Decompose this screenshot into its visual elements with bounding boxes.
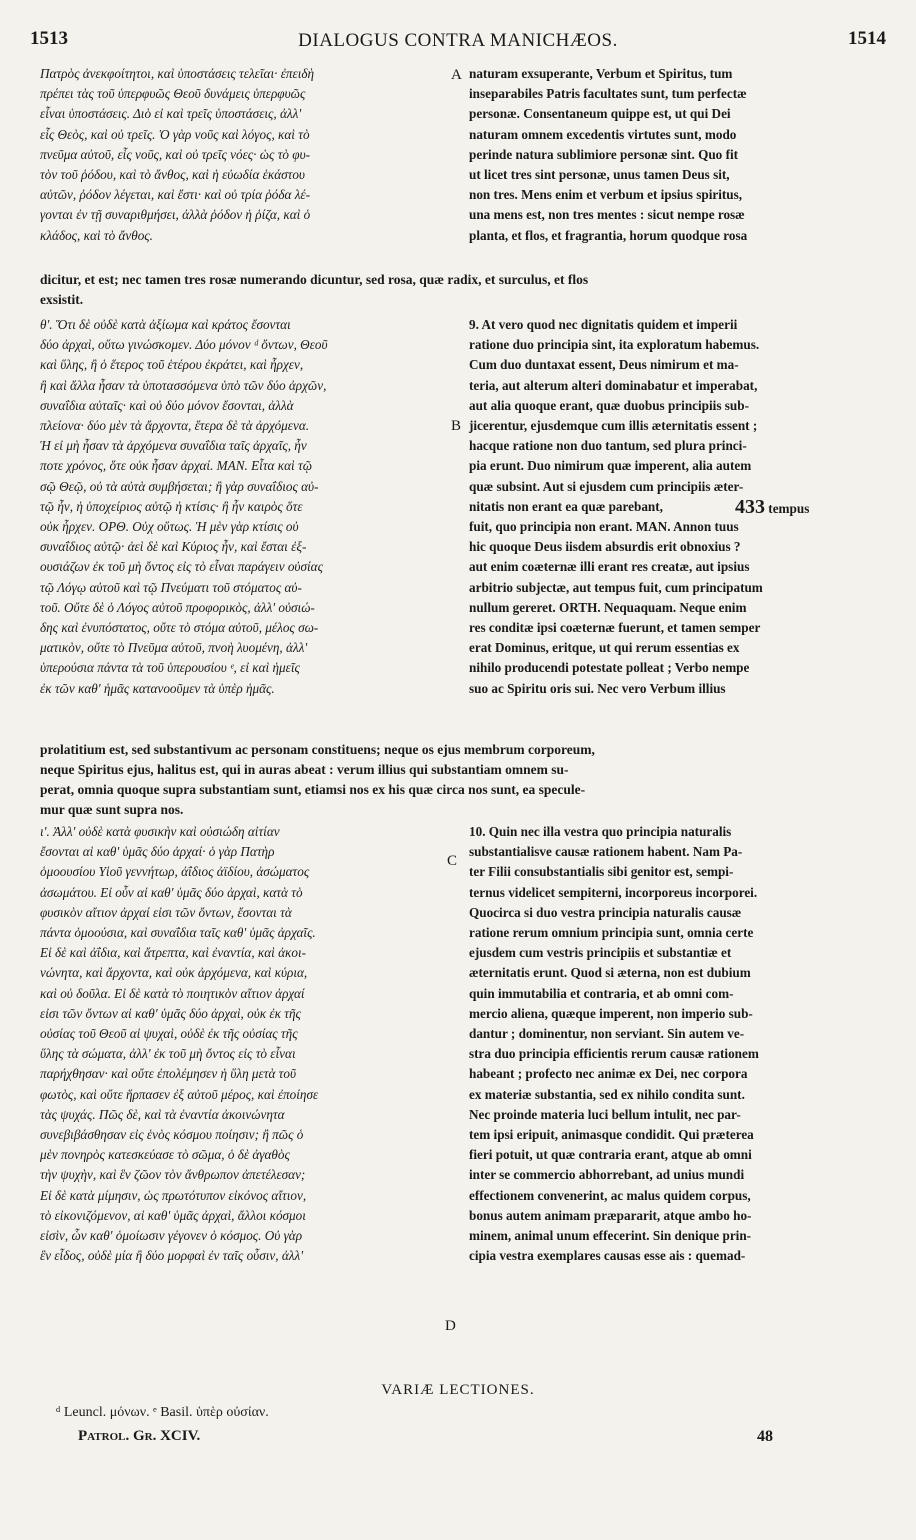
margin-letter-a: A xyxy=(451,67,462,83)
fullwidth-latin-2: prolatitium est, sed substantivum ac personam constituens; neque os ejus membrum corporeum, neque Spiritus ejus, halitus est, qui in auras abeat : verum illius qui substantiam omnem su- perat, omnia quoque supra substantiam sunt, etiamsi nos ex his quæ circa nos sunt, ea specule- mur quæ sunt supra nos. xyxy=(40,742,595,817)
patrologia-signature: Patrol. Gr. XCIV. xyxy=(78,1428,201,1444)
latin-column-block-3: 10. Quin nec illa vestra quo principia naturalis substantialisve causæ rationem habent. Nam Pa- ter Filii consubstantialis sibi genitor est, sempi- ternus videlicet sempiterni, incorporeus incorporei. Quocirca si duo vestra principia naturalis causæ ratione rerum omnium principia sunt, omnia certe ejusdem cum vestris principiis et substantiæ et æternitatis erunt. Quod si æterna, non est dubium quin immutabilia et contraria, et ab omni com- mercio aliena, quæque imperent, non imperio sub- dantur ; dominentur, non serviant. Sin autem ve- stra duo principia efficientis rerum causæ rationem habeant ; profecto nec animæ ex Dei, nec corpora ex materiæ substantia, sed ex nihilo condita sunt. Nec proinde materia luci bellum intulit, nec par- tem ipsi eripuit, animasque condidit. Qui præterea fieri potuit, ut quæ contraria erant, atque ab omni inter se commercio abhorrebant, ad unius mundi effectionem convenerint, ac malus quidem corpus, bonus autem animam præpararit, atque ambo ho- minem, animal unum effecerint. Sin denique prin- cipia vestra exemplares causas esse ais : quemad- xyxy=(469,824,759,1264)
variae-lectiones-notes: ᵈ Leuncl. μόνων. ᵉ Basil. ὑπὲρ οὐσίαν. xyxy=(56,1405,269,1420)
page-number-right: 1514 xyxy=(848,28,886,49)
latin-column-block-1: naturam exsuperante, Verbum et Spiritus, tum inseparabiles Patris facultates sunt, tum perfectæ personæ. Consentaneum quippe est, ut qui Dei naturam omnem excedentis virtutes sunt, modo perinde natura sublimiore personæ sint. Quo fit ut licet tres sint personæ, unus tamen Deus sit, non tres. Mens enim et verbum et ipsius spiritus, una mens est, non tres mentes : sicut nempe rosæ planta, et flos, et fragrantia, horum quodque rosa xyxy=(469,66,748,243)
variae-lectiones-title: VARIÆ LECTIONES. xyxy=(381,1382,535,1398)
latin-column-block-2a: 9. At vero quod nec dignitatis quidem et imperii ratione duo principia sint, ita exploratum habemus. Cum duo duntaxat essent, Deus nimirum et ma- teria, aut alterum alteri dominabatur et imperabat, aut alia quoque erant, quæ duobus principiis sub- jicerentur, ejusdemque cum illis æternitatis essent ; hacque ratione non duo tantum, sed plura princi- pia erunt. Duo nimirum quæ imperent, alia autem quæ subsint. Aut si ejusdem cum principiis æter- nitatis non erant ea quæ parebant, xyxy=(469,317,760,514)
running-header xyxy=(30,28,886,62)
greek-column-block-1: Πατρὸς ἀνεκφοίτητοι, καὶ ὑποστάσεις τελεῖαι· ἐπειδὴ πρέπει τὰς τοῦ ὑπερφυῶς Θεοῦ δυνάμεις ὑπερφυῶς εἶναι ὑποστάσεις. Διὸ εἰ καὶ τρεῖς ὑποστάσεις, ἀλλ' εἷς Θεὸς, καὶ οὐ τρεῖς. Ὁ γὰρ νοῦς καὶ λόγος, καὶ τὸ πνεῦμα αὐτοῦ, εἷς νοῦς, καὶ οὐ τρεῖς νόες· ὡς τὸ φυ- τὸν τοῦ ῥόδου, καὶ τὸ ἄνθος, καὶ ἡ εὐωδία ἑκάστου αὐτῶν, ῥόδον λέγεται, καὶ ἔστι· καὶ οὐ τρία ῥόδα λέ- γονται ἐν τῇ συναριθμήσει, ἀλλὰ ῥόδον ἡ ῥίζα, καὶ ὁ κλάδος, καὶ τὸ ἄνθος. xyxy=(40,66,315,243)
margin-letter-c: C xyxy=(447,853,458,869)
column-number-line xyxy=(735,496,809,519)
gathering-signature: 48 xyxy=(757,1428,773,1445)
margin-letter-d: D xyxy=(445,1318,456,1334)
column-number: 433 xyxy=(735,496,765,518)
fullwidth-latin-1: dicitur, et est; nec tamen tres rosæ numerando dicuntur, sed rosa, quæ radix, et surculus, et flos exsistit. xyxy=(40,272,589,307)
latin-column-block-2b: fuit, quo principia non erant. MAN. Annon tuus hic quoque Deus iisdem absurdis erit obnoxius ? aut enim coæternæ illi erant res creatæ, aut ipsius arbitrio subjectæ, aut tempus fuit, cum principatum nullum gereret. ORTH. Nequaquam. Neque enim res conditæ ipsi coæternæ fuerunt, et tamen semper erat Dominus, eritque, ut qui rerum essentias ex nihilo producendi potestate polleat ; Verbo nempe suo ac Spiritu oris sui. Nec vero Verbum illius xyxy=(469,519,763,696)
page-number-left: 1513 xyxy=(30,28,68,49)
greek-column-block-2: θ'. Ὅτι δὲ οὐδὲ κατὰ ἀξίωμα καὶ κράτος ἔσονται δύο ἀρχαὶ, οὕτω γινώσκομεν. Δύο μόνον ᵈ ὄντων, Θεοῦ καὶ ὕλης, ἢ ὁ ἕτερος τοῦ ἑτέρου ἐκράτει, καὶ ἦρχεν, ἢ καὶ ἄλλα ἦσαν τὰ ὑποτασσόμενα ὑπὸ τῶν δύο ἀρχῶν, συναΐδια αὐταῖς· καὶ οὐ δύο μόνον ἔσονται, ἀλλὰ πλείονα· δύο μὲν τὰ ἄρχοντα, ἕτερα δὲ τὰ ἀρχόμενα. Ἡ εἰ μὴ ἦσαν τὰ ἀρχόμενα συναΐδια ταῖς ἀρχαῖς, ἦν ποτε χρόνος, ὅτε οὐκ ἦσαν ἀρχαί. ΜΑΝ. Εἶτα καὶ τῷ σῷ Θεῷ, οὐ τὰ αὐτὰ συμβήσεται; ἢ γὰρ συναΐδιος αὐ- τῷ ἦν, ἡ ὑποχείριος αὐτῷ ἡ κτίσις· ἢ ἦν καιρὸς ὅτε οὐκ ἦρχεν. ΟΡΘ. Οὐχ οὕτως. Ἡ μὲν γὰρ κτίσις οὐ συναΐδιος αὐτῷ· ἀεὶ δὲ καὶ Κύριος ἦν, καὶ ἔσται ἐξ- ουσιάζων ἐκ τοῦ μὴ ὄντος εἰς τὸ εἶναι παράγειν οὐσίας τῷ Λόγῳ αὐτοῦ καὶ τῷ Πνεύματι τοῦ στόματος αὐ- τοῦ. Οὔτε δὲ ὁ Λόγος αὐτοῦ προφορικὸς, ἀλλ' οὐσιώ- δης καὶ ἐνυπόστατος, οὔτε τὸ στόμα αὐτοῦ, μέλος σω- ματικὸν, οὔτε τὸ Πνεῦμα αὐτοῦ, πνοὴ λυομένη, ἀλλ' ὑπερούσια πάντα τὰ τοῦ ὑπερουσίου ᵉ, εἰ καὶ ἡμεῖς ἐκ τῶν καθ' ἡμᾶς κατανοοῦμεν τὰ ὑπὲρ ἡμᾶς. xyxy=(40,317,328,696)
greek-column-block-3: ι'. Ἀλλ' οὐδὲ κατὰ φυσικὴν καὶ οὐσιώδη αἰτίαν ἔσονται αἱ καθ' ὑμᾶς δύο ἀρχαί· ὁ γὰρ Πατὴρ ὁμοουσίου Υἱοῦ γεννήτωρ, ἀΐδιος ἀϊδίου, ἀσώματος ἀσωμάτου. Εἰ οὖν αἱ καθ' ὑμᾶς δύο ἀρχαὶ, κατὰ τὸ φυσικὸν αἴτιον ἀρχαί εἰσι τῶν ὄντων, ἔσονται τὰ πάντα ὁμοούσια, καὶ συναΐδια ταῖς καθ' ὑμᾶς ἀρχαῖς. Εἰ δὲ καὶ ἀΐδια, καὶ ἄτρεπτα, καὶ ἐναντία, καὶ ἀκοι- νώνητα, καὶ ἄρχοντα, καὶ οὐκ ἀρχόμενα, καὶ κύρια, καὶ οὐ δοῦλα. Εἰ δὲ κατὰ τὸ ποιητικὸν αἴτιον ἀρχαί εἰσι τῶν ὄντων αἱ καθ' ὑμᾶς δύο ἀρχαὶ, οὐκ ἐκ τῆς οὐσίας τοῦ Θεοῦ αἱ ψυχαὶ, οὐδὲ ἐκ τῆς οὐσίας τῆς ὕλης τὰ σώματα, ἀλλ' ἐκ τοῦ μὴ ὄντος εἰς τὸ εἶναι παρήχθησαν· καὶ οὔτε ἐπολέμησεν ἡ ὕλη μετὰ τοῦ φωτὸς, καὶ οὔτε ἥρπασεν ἐξ αὐτοῦ μέρος, καὶ ἐποίησε τὰς ψυχάς. Πῶς δὲ, καὶ τὰ ἐναντία ἀκοινώνητα συνεβιβάσθησαν εἰς ἑνὸς κόσμου ποίησιν; ἢ πῶς ὁ μὲν πονηρὸς κατεσκεύασε τὸ σῶμα, ὁ δὲ ἀγαθὸς τὴν ψυχὴν, καὶ ἓν ζῶον τὸν ἄνθρωπον ἀπετέλεσαν; Εἰ δὲ κατὰ μίμησιν, ὡς πρωτότυπον εἰκόνος αἴτιον, τὸ εἰκονιζόμενον, αἱ καθ' ὑμᾶς ἀρχαὶ, ἄλλοι κόσμοι εἰσὶν, ὧν καθ' ὁμοίωσιν γέγονεν ὁ κόσμος. Οὐ γὰρ ἓν εἶδος, οὐδὲ μία ἢ δύο μορφαὶ ἐν ταῖς οὖσιν, ἀλλ' xyxy=(40,824,319,1264)
running-title: DIALOGUS CONTRA MANICHÆOS. xyxy=(298,30,618,51)
margin-letter-b: B xyxy=(451,418,462,434)
column-number-continuation: tempus xyxy=(768,501,810,516)
